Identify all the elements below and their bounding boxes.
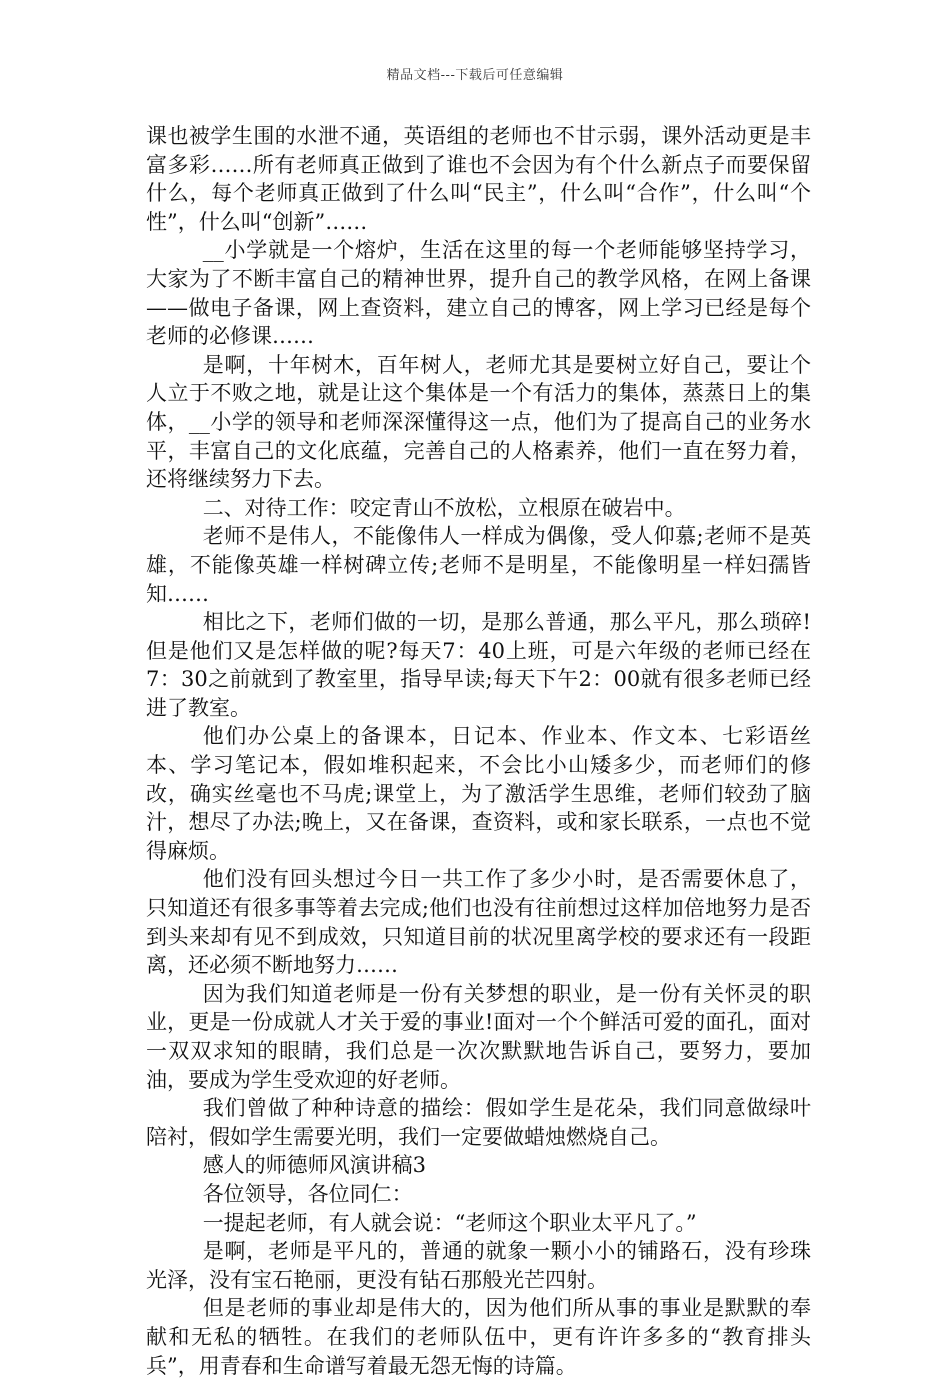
section-heading: 二、对待工作：咬定青山不放松，立根原在破岩中。 <box>202 495 686 520</box>
paragraph: 老师不是伟人，不能像伟人一样成为偶像，受人仰慕;老师不是英雄，不能像英雄一样树碑立传;老师不是明星，不能像明星一样妇孺皆知…… <box>146 524 811 606</box>
paragraph: 一提起老师，有人就会说：“老师这个职业太平凡了。” <box>202 1210 697 1235</box>
paragraph: 是啊，十年树木，百年树人，老师尤其是要树立好自己，要让个人立于不败之地，就是让这个集体是一个有活力的集体，蒸蒸日上的集体，__小学的领导和老师深深懂得这一点，他们为了提高自己的业务水平，丰富自己的文化底蕴，完善自己的人格素养，他们一直在努力着，还将继续努力下去。 <box>146 352 811 492</box>
paragraph: 是啊，老师是平凡的，普通的就象一颗小小的铺路石，没有珍珠光泽，没有宝石艳丽，更没有钻石那般光芒四射。 <box>146 1239 811 1292</box>
paragraph: 他们办公桌上的备课本，日记本、作业本、作文本、七彩语丝本、学习笔记本，假如堆积起来，不会比小山矮多少，而老师们的修改，确实丝毫也不马虎;课堂上，为了激活学生思维，老师们较劲了脑汁，想尽了办法;晚上，又在备课，查资料，或和家长联系，一点也不觉得麻烦。 <box>146 724 811 863</box>
paragraph: 课也被学生围的水泄不通，英语组的老师也不甘示弱，课外活动更是丰富多彩……所有老师真正做到了谁也不会因为有个什么新点子而要保留什么，每个老师真正做到了什么叫“民主”，什么叫“合作”，什么叫“个性”，什么叫“创新”…… <box>146 124 811 234</box>
paragraph: 相比之下，老师们做的一切，是那么普通，那么平凡，那么琐碎!但是他们又是怎样做的呢?每天7：40上班，可是六年级的老师已经在7：30之前就到了教室里，指导早读;每天下午2：00就有很多老师已经进了教室。 <box>146 610 811 720</box>
paragraph: 但是老师的事业却是伟大的，因为他们所从事的事业是默默的奉献和无私的牺牲。在我们的老师队伍中，更有许许多多的“教育排头兵”，用青春和生命谱写着最无怨无悔的诗篇。 <box>146 1296 811 1378</box>
paragraph: __小学就是一个熔炉，生活在这里的每一个老师能够坚持学习，大家为了不断丰富自己的精神世界，提升自己的教学风格，在网上备课——做电子备课，网上查资料，建立自己的博客，网上学习已经是每个老师的必修课…… <box>146 238 811 349</box>
page-header: 精品文档---下载后可任意编辑 <box>386 68 564 83</box>
paragraph: 我们曾做了种种诗意的描绘：假如学生是花朵，我们同意做绿叶陪衬，假如学生需要光明，我们一定要做蜡烛燃烧自己。 <box>146 1096 811 1149</box>
paragraph: 他们没有回头想过今日一共工作了多少小时，是否需要休息了，只知道还有很多事等着去完成;他们也没有往前想过这样加倍地努力是否到头来却有见不到成效，只知道目前的状况里离学校的要求还有一段距离，还必须不断地努力…… <box>146 867 811 978</box>
paragraph: 因为我们知道老师是一份有关梦想的职业，是一份有关怀灵的职业，更是一份成就人才关于爱的事业!面对一个个鲜活可爱的面孔，面对一双双求知的眼睛，我们总是一次次默默地告诉自己，要努力，要加油，要成为学生受欢迎的好老师。 <box>146 981 811 1092</box>
document-body <box>146 122 811 1380</box>
speech-title: 感人的师德师风演讲稿3 <box>202 1153 427 1178</box>
salutation: 各位领导，各位同仁： <box>202 1181 413 1206</box>
